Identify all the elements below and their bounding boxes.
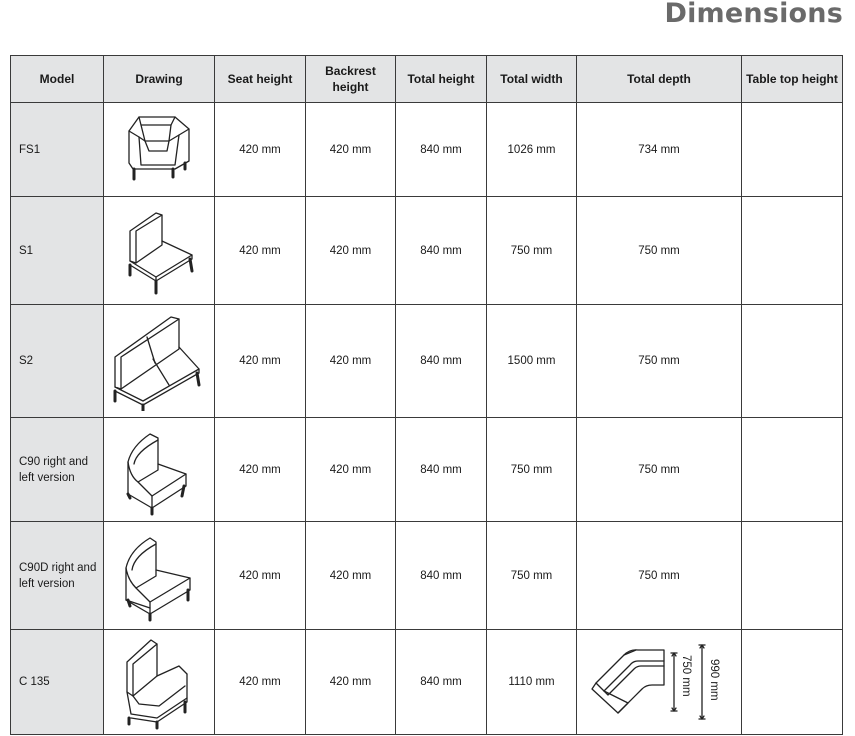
model-cell: S2 bbox=[11, 305, 104, 418]
header-total-height: Total height bbox=[396, 56, 487, 103]
corner-90-seat-icon bbox=[116, 424, 202, 516]
model-cell: C 135 bbox=[11, 630, 104, 735]
drawing-cell bbox=[104, 630, 215, 735]
header-total-depth: Total depth bbox=[577, 56, 742, 103]
table-row bbox=[11, 103, 843, 197]
depth-label-inner: 750 mm bbox=[680, 655, 692, 697]
table-top-height-cell bbox=[742, 305, 843, 418]
seat-height-cell: 420 mm bbox=[215, 522, 306, 630]
total-height-cell: 840 mm bbox=[396, 305, 487, 418]
total-height-cell: 840 mm bbox=[396, 197, 487, 305]
table-row bbox=[11, 305, 843, 418]
total-height-cell: 840 mm bbox=[396, 630, 487, 735]
total-depth-cell: 750 mm bbox=[577, 305, 742, 418]
total-depth-cell: 734 mm bbox=[577, 103, 742, 197]
drawing-cell bbox=[104, 522, 215, 630]
backrest-height-cell: 420 mm bbox=[306, 197, 396, 305]
drawing-cell bbox=[104, 418, 215, 522]
total-width-cell: 750 mm bbox=[487, 522, 577, 630]
seat-height-cell: 420 mm bbox=[215, 418, 306, 522]
table-top-height-cell bbox=[742, 197, 843, 305]
header-model: Model bbox=[11, 56, 104, 103]
backrest-height-cell: 420 mm bbox=[306, 418, 396, 522]
backrest-height-cell: 420 mm bbox=[306, 522, 396, 630]
drawing-cell bbox=[104, 305, 215, 418]
total-height-cell: 840 mm bbox=[396, 418, 487, 522]
table-row bbox=[11, 630, 843, 735]
backrest-height-cell: 420 mm bbox=[306, 305, 396, 418]
dimensions-table bbox=[10, 55, 843, 735]
total-depth-cell bbox=[577, 630, 742, 735]
seat-height-cell: 420 mm bbox=[215, 630, 306, 735]
header-total-width: Total width bbox=[487, 56, 577, 103]
model-cell: S1 bbox=[11, 197, 104, 305]
table-top-height-cell bbox=[742, 103, 843, 197]
backrest-height-cell: 420 mm bbox=[306, 103, 396, 197]
table-top-height-cell bbox=[742, 522, 843, 630]
header-backrest-height: Backrest height bbox=[306, 56, 396, 103]
total-height-cell: 840 mm bbox=[396, 103, 487, 197]
total-height-cell: 840 mm bbox=[396, 522, 487, 630]
single-seat-icon bbox=[116, 203, 202, 299]
table-row bbox=[11, 197, 843, 305]
drawing-cell bbox=[104, 197, 215, 305]
table-row bbox=[11, 418, 843, 522]
total-depth-cell: 750 mm bbox=[577, 522, 742, 630]
seat-height-cell: 420 mm bbox=[215, 305, 306, 418]
backrest-height-cell: 420 mm bbox=[306, 630, 396, 735]
header-seat-height: Seat height bbox=[215, 56, 306, 103]
total-width-cell: 1026 mm bbox=[487, 103, 577, 197]
corner-135-seat-icon bbox=[117, 634, 201, 730]
model-cell: C90 right and left version bbox=[11, 418, 104, 522]
plan-view-135-icon bbox=[584, 637, 734, 727]
table-top-height-cell bbox=[742, 418, 843, 522]
corner-90d-seat-icon bbox=[116, 528, 202, 624]
two-seat-sofa-icon bbox=[111, 311, 207, 411]
seat-height-cell: 420 mm bbox=[215, 197, 306, 305]
total-width-cell: 1110 mm bbox=[487, 630, 577, 735]
model-cell: FS1 bbox=[11, 103, 104, 197]
seat-height-cell: 420 mm bbox=[215, 103, 306, 197]
total-width-cell: 1500 mm bbox=[487, 305, 577, 418]
model-cell: C90D right and left version bbox=[11, 522, 104, 630]
total-depth-cell: 750 mm bbox=[577, 197, 742, 305]
depth-label-outer: 990 mm bbox=[708, 659, 720, 701]
table-top-height-cell bbox=[742, 630, 843, 735]
total-width-cell: 750 mm bbox=[487, 418, 577, 522]
total-depth-cell: 750 mm bbox=[577, 418, 742, 522]
armchair-icon bbox=[119, 107, 199, 193]
drawing-cell bbox=[104, 103, 215, 197]
header-row bbox=[11, 56, 843, 103]
total-width-cell: 750 mm bbox=[487, 197, 577, 305]
page-title: Dimensions bbox=[664, 0, 843, 29]
table-row bbox=[11, 522, 843, 630]
header-table-top-height: Table top height bbox=[742, 56, 843, 103]
header-drawing: Drawing bbox=[104, 56, 215, 103]
